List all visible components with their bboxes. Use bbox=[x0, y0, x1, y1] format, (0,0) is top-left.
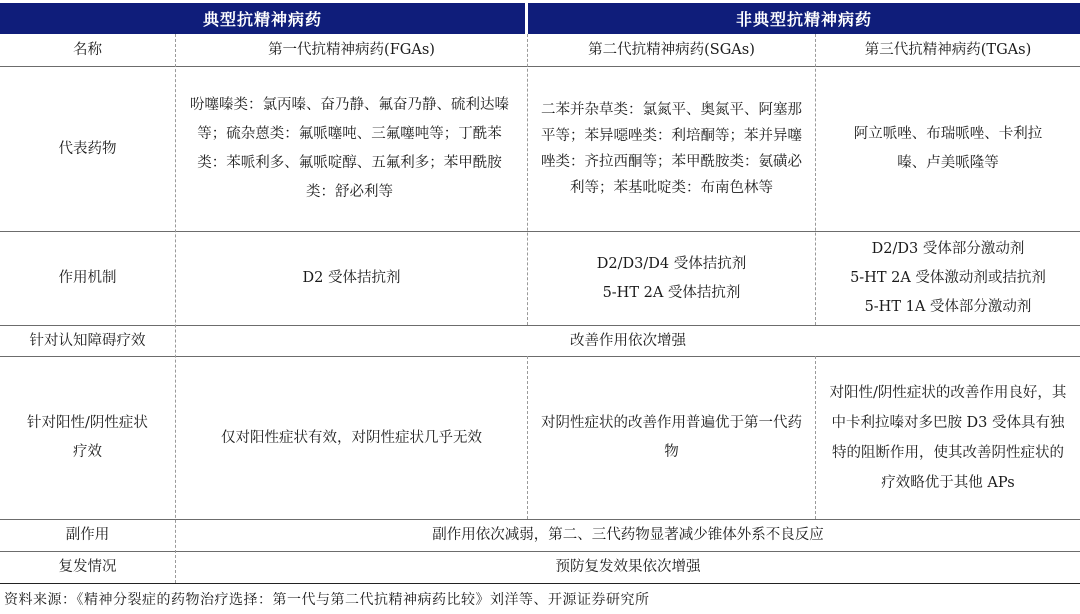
cell-drugs-tga bbox=[816, 67, 1080, 231]
drugs-sga-text: 二苯并杂草类：氯氮平、奥氮平、阿塞那平等；苯异噁唑类：利培酮等；苯并异噻唑类：齐拉西酮等；苯甲酰胺类：氨磺必利等；苯基吡啶类：布南色林等 bbox=[541, 102, 802, 196]
table-bottom-border bbox=[0, 583, 1080, 584]
cell-name-fga: 第一代抗精神病药(FGAs) bbox=[268, 41, 435, 58]
header-atypical: 非典型抗精神病药 bbox=[528, 3, 1080, 34]
header-typical: 典型抗精神病药 bbox=[0, 3, 525, 34]
cell-name-tga: 第三代抗精神病药(TGAs) bbox=[864, 41, 1032, 58]
cell-side-effects: 副作用依次减弱，第二、三代药物显著减少锥体外系不良反应 bbox=[432, 527, 824, 543]
cell-symptoms-fga: 仅对阳性症状有效，对阴性症状几乎无效 bbox=[221, 429, 482, 446]
mechanism-tga-line: D2/D3 受体部分激动剂 bbox=[871, 241, 1025, 257]
row-label-relapse: 复发情况 bbox=[58, 559, 117, 575]
mechanism-tga-line: 5-HT 2A 受体激动剂或拮抗剂 bbox=[850, 270, 1046, 286]
cell-symptoms-sga bbox=[528, 357, 815, 519]
mechanism-tga-line: 5-HT 1A 受体部分激动剂 bbox=[864, 299, 1032, 315]
cell-mechanism-fga: D2 受体拮抗剂 bbox=[302, 270, 401, 286]
drugs-fga-text: 吩噻嗪类：氯丙嗪、奋乃静、氟奋乃静、硫利达嗪等；硫杂蒽类：氟哌噻吨、三氟噻吨等；丁酰苯类：苯哌利多、氟哌啶醇、五氟利多；苯甲酰胺类：舒必利等 bbox=[190, 97, 509, 200]
row-label-side-effects: 副作用 bbox=[65, 527, 110, 543]
symptoms-label-text: 针对阳性/阴性症状疗效 bbox=[27, 415, 148, 460]
cell-mechanism-tga bbox=[816, 232, 1080, 325]
row-label-symptoms bbox=[0, 357, 175, 519]
cell-relapse: 预防复发效果依次增强 bbox=[555, 559, 701, 575]
cell-symptoms-tga bbox=[816, 357, 1080, 519]
cell-drugs-fga bbox=[176, 67, 527, 231]
mechanism-sga-line: 5-HT 2A 受体拮抗剂 bbox=[602, 284, 741, 301]
cell-mechanism-sga bbox=[528, 232, 815, 325]
cell-name-sga: 第二代抗精神病药(SGAs) bbox=[588, 41, 755, 58]
cell-drugs-sga bbox=[528, 67, 815, 231]
source-note: 资料来源：《精神分裂症的药物治疗选择：第一代与第二代抗精神病药比较》刘洋等、开源证券研究所 bbox=[4, 592, 650, 608]
symptoms-sga-text: 对阴性症状的改善作用普遍优于第一代药物 bbox=[541, 415, 802, 460]
drugs-tga-text: 阿立哌唑、布瑞哌唑、卡利拉嗪、卢美哌隆等 bbox=[853, 126, 1043, 171]
mechanism-sga-line: D2/D3/D4 受体拮抗剂 bbox=[596, 255, 747, 272]
row-label-mechanism: 作用机制 bbox=[58, 270, 117, 286]
row-label-name: 名称 bbox=[73, 41, 102, 58]
row-label-drugs: 代表药物 bbox=[58, 140, 117, 157]
cell-cognitive: 改善作用依次增强 bbox=[570, 332, 686, 349]
symptoms-tga-text: 对阳性/阴性症状的改善作用良好，其中卡利拉嗪对多巴胺 D3 受体具有独特的阻断作用，使其改善阴性症状的疗效略优于其他 APs bbox=[829, 385, 1067, 491]
row-label-cognitive: 针对认知障碍疗效 bbox=[29, 332, 146, 349]
